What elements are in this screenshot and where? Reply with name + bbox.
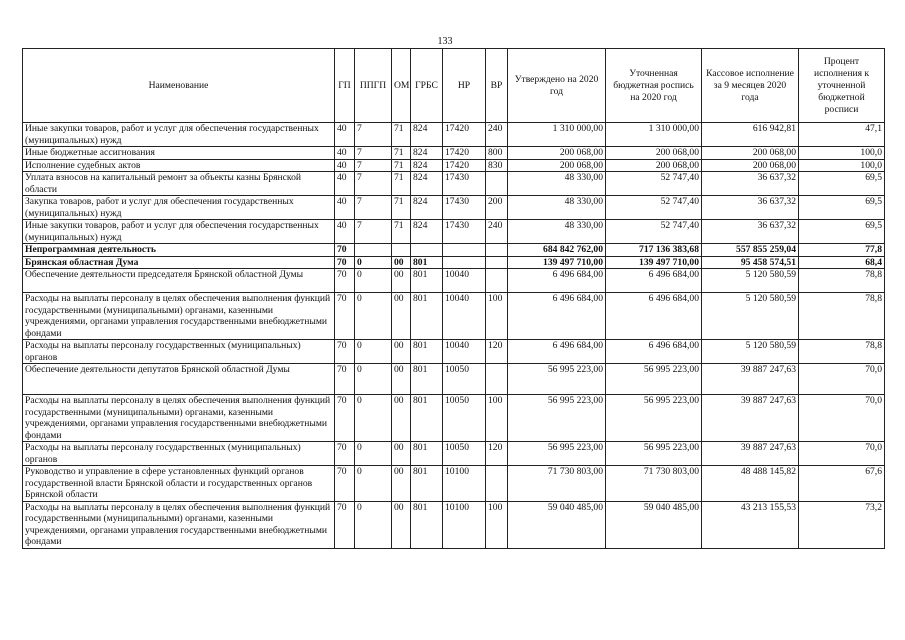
gp-cell: 40 xyxy=(335,196,355,220)
gp-cell: 70 xyxy=(335,256,355,269)
approved-cell: 59 040 485,00 xyxy=(508,501,606,548)
refined-cell: 71 730 803,00 xyxy=(606,466,702,502)
nr-cell: 17420 xyxy=(443,123,486,147)
ppgp-cell: 7 xyxy=(355,220,392,244)
nr-cell xyxy=(443,244,486,257)
grbs-cell: 801 xyxy=(411,501,443,548)
percent-cell: 73,2 xyxy=(799,501,885,548)
percent-cell: 77,8 xyxy=(799,244,885,257)
refined-cell: 56 995 223,00 xyxy=(606,395,702,442)
ppgp-cell xyxy=(355,244,392,257)
ppgp-cell: 0 xyxy=(355,395,392,442)
gp-cell: 70 xyxy=(335,442,355,466)
cash-cell: 200 068,00 xyxy=(702,159,799,172)
om-cell: 71 xyxy=(392,220,411,244)
refined-cell: 52 747,40 xyxy=(606,172,702,196)
row-name-cell: Расходы на выплаты персоналу в целях обеспечения выполнения функций государственными (муниципальными) органами, казенными учреждениями, органами управления государственными внебюджетными фондами xyxy=(23,501,335,548)
vr-cell: 240 xyxy=(486,220,508,244)
cash-cell: 43 213 155,53 xyxy=(702,501,799,548)
table-row xyxy=(23,123,885,147)
budget-execution-table xyxy=(22,48,885,549)
row-name-cell: Иные закупки товаров, работ и услуг для обеспечения государственных (муниципальных) нужд xyxy=(23,123,335,147)
grbs-cell: 801 xyxy=(411,340,443,364)
vr-cell: 100 xyxy=(486,501,508,548)
refined-cell: 59 040 485,00 xyxy=(606,501,702,548)
percent-cell: 47,1 xyxy=(799,123,885,147)
row-name-cell: Иные бюджетные ассигнования xyxy=(23,147,335,160)
table-row xyxy=(23,196,885,220)
grbs-cell: 801 xyxy=(411,395,443,442)
gp-cell: 70 xyxy=(335,244,355,257)
row-name-cell: Закупка товаров, работ и услуг для обеспечения государственных (муниципальных) нужд xyxy=(23,196,335,220)
om-cell: 71 xyxy=(392,147,411,160)
gp-cell: 70 xyxy=(335,501,355,548)
om-cell: 00 xyxy=(392,364,411,395)
nr-cell: 10050 xyxy=(443,442,486,466)
table-row xyxy=(23,147,885,160)
refined-cell: 6 496 684,00 xyxy=(606,340,702,364)
vr-cell xyxy=(486,256,508,269)
approved-cell: 56 995 223,00 xyxy=(508,442,606,466)
header-row xyxy=(23,49,885,123)
vr-cell: 800 xyxy=(486,147,508,160)
approved-cell: 48 330,00 xyxy=(508,196,606,220)
approved-cell: 71 730 803,00 xyxy=(508,466,606,502)
cash-cell: 36 637,32 xyxy=(702,196,799,220)
nr-cell: 10100 xyxy=(443,501,486,548)
table-row xyxy=(23,220,885,244)
nr-cell xyxy=(443,256,486,269)
ppgp-cell: 0 xyxy=(355,256,392,269)
table-row xyxy=(23,340,885,364)
col-header-vr: ВР xyxy=(486,49,508,123)
refined-cell: 56 995 223,00 xyxy=(606,442,702,466)
col-header-ppgp: ППГП xyxy=(355,49,392,123)
approved-cell: 6 496 684,00 xyxy=(508,340,606,364)
vr-cell xyxy=(486,364,508,395)
om-cell: 00 xyxy=(392,466,411,502)
table-row xyxy=(23,172,885,196)
cash-cell: 36 637,32 xyxy=(702,220,799,244)
table-row xyxy=(23,293,885,340)
percent-cell: 78,8 xyxy=(799,293,885,340)
refined-cell: 717 136 383,68 xyxy=(606,244,702,257)
cash-cell: 616 942,81 xyxy=(702,123,799,147)
percent-cell: 70,0 xyxy=(799,395,885,442)
gp-cell: 40 xyxy=(335,220,355,244)
row-name-cell: Расходы на выплаты персоналу в целях обеспечения выполнения функций государственными (муниципальными) органами, казенными учреждениями, органами управления государственными внебюджетными фондами xyxy=(23,395,335,442)
nr-cell: 17430 xyxy=(443,220,486,244)
row-name-cell: Уплата взносов на капитальный ремонт за объекты казны Брянской области xyxy=(23,172,335,196)
ppgp-cell: 0 xyxy=(355,364,392,395)
grbs-cell: 801 xyxy=(411,364,443,395)
ppgp-cell: 0 xyxy=(355,269,392,293)
nr-cell: 10050 xyxy=(443,395,486,442)
cash-cell: 5 120 580,59 xyxy=(702,293,799,340)
ppgp-cell: 0 xyxy=(355,340,392,364)
refined-cell: 52 747,40 xyxy=(606,220,702,244)
refined-cell: 6 496 684,00 xyxy=(606,269,702,293)
ppgp-cell: 0 xyxy=(355,293,392,340)
ppgp-cell: 7 xyxy=(355,123,392,147)
row-name-cell: Расходы на выплаты персоналу государственных (муниципальных) органов xyxy=(23,442,335,466)
col-header-refined: Уточненная бюджетная роспись на 2020 год xyxy=(606,49,702,123)
vr-cell xyxy=(486,244,508,257)
ppgp-cell: 0 xyxy=(355,466,392,502)
col-header-name: Наименование xyxy=(23,49,335,123)
cash-cell: 5 120 580,59 xyxy=(702,269,799,293)
om-cell xyxy=(392,244,411,257)
ppgp-cell: 7 xyxy=(355,196,392,220)
table-row xyxy=(23,244,885,257)
cash-cell: 36 637,32 xyxy=(702,172,799,196)
refined-cell: 200 068,00 xyxy=(606,159,702,172)
col-header-cash: Кассовое исполнение за 9 месяцев 2020 года xyxy=(702,49,799,123)
gp-cell: 70 xyxy=(335,364,355,395)
nr-cell: 10040 xyxy=(443,293,486,340)
refined-cell: 52 747,40 xyxy=(606,196,702,220)
percent-cell: 70,0 xyxy=(799,442,885,466)
nr-cell: 17430 xyxy=(443,172,486,196)
om-cell: 71 xyxy=(392,196,411,220)
cash-cell: 39 887 247,63 xyxy=(702,364,799,395)
grbs-cell: 801 xyxy=(411,269,443,293)
gp-cell: 70 xyxy=(335,466,355,502)
col-header-nr: НР xyxy=(443,49,486,123)
grbs-cell: 824 xyxy=(411,123,443,147)
nr-cell: 10100 xyxy=(443,466,486,502)
percent-cell: 69,5 xyxy=(799,220,885,244)
row-name-cell: Исполнение судебных актов xyxy=(23,159,335,172)
vr-cell: 200 xyxy=(486,196,508,220)
grbs-cell: 801 xyxy=(411,256,443,269)
vr-cell: 100 xyxy=(486,293,508,340)
grbs-cell: 801 xyxy=(411,466,443,502)
ppgp-cell: 7 xyxy=(355,172,392,196)
refined-cell: 6 496 684,00 xyxy=(606,293,702,340)
col-header-gp: ГП xyxy=(335,49,355,123)
grbs-cell: 801 xyxy=(411,293,443,340)
grbs-cell xyxy=(411,244,443,257)
nr-cell: 17420 xyxy=(443,159,486,172)
approved-cell: 1 310 000,00 xyxy=(508,123,606,147)
om-cell: 00 xyxy=(392,501,411,548)
table-row xyxy=(23,501,885,548)
ppgp-cell: 0 xyxy=(355,501,392,548)
percent-cell: 68,4 xyxy=(799,256,885,269)
vr-cell xyxy=(486,269,508,293)
vr-cell: 120 xyxy=(486,442,508,466)
col-header-approved: Утверждено на 2020 год xyxy=(508,49,606,123)
approved-cell: 684 842 762,00 xyxy=(508,244,606,257)
nr-cell: 10040 xyxy=(443,269,486,293)
om-cell: 71 xyxy=(392,159,411,172)
percent-cell: 67,6 xyxy=(799,466,885,502)
gp-cell: 70 xyxy=(335,269,355,293)
approved-cell: 200 068,00 xyxy=(508,159,606,172)
vr-cell: 830 xyxy=(486,159,508,172)
row-name-cell: Иные закупки товаров, работ и услуг для обеспечения государственных (муниципальных) нужд xyxy=(23,220,335,244)
refined-cell: 139 497 710,00 xyxy=(606,256,702,269)
col-header-grbs: ГРБС xyxy=(411,49,443,123)
refined-cell: 1 310 000,00 xyxy=(606,123,702,147)
table-row xyxy=(23,442,885,466)
cash-cell: 200 068,00 xyxy=(702,147,799,160)
col-header-om: ОМ xyxy=(392,49,411,123)
grbs-cell: 824 xyxy=(411,220,443,244)
percent-cell: 69,5 xyxy=(799,196,885,220)
om-cell: 00 xyxy=(392,395,411,442)
vr-cell: 120 xyxy=(486,340,508,364)
om-cell: 71 xyxy=(392,123,411,147)
approved-cell: 48 330,00 xyxy=(508,220,606,244)
vr-cell: 100 xyxy=(486,395,508,442)
nr-cell: 10050 xyxy=(443,364,486,395)
cash-cell: 39 887 247,63 xyxy=(702,442,799,466)
gp-cell: 40 xyxy=(335,172,355,196)
approved-cell: 200 068,00 xyxy=(508,147,606,160)
refined-cell: 56 995 223,00 xyxy=(606,364,702,395)
om-cell: 00 xyxy=(392,442,411,466)
cash-cell: 5 120 580,59 xyxy=(702,340,799,364)
approved-cell: 48 330,00 xyxy=(508,172,606,196)
ppgp-cell: 7 xyxy=(355,147,392,160)
percent-cell: 100,0 xyxy=(799,147,885,160)
nr-cell: 17420 xyxy=(443,147,486,160)
cash-cell: 39 887 247,63 xyxy=(702,395,799,442)
om-cell: 00 xyxy=(392,340,411,364)
grbs-cell: 824 xyxy=(411,159,443,172)
table-body xyxy=(23,123,885,549)
percent-cell: 78,8 xyxy=(799,340,885,364)
om-cell: 00 xyxy=(392,293,411,340)
om-cell: 00 xyxy=(392,269,411,293)
gp-cell: 70 xyxy=(335,395,355,442)
om-cell: 00 xyxy=(392,256,411,269)
table-row xyxy=(23,466,885,502)
approved-cell: 56 995 223,00 xyxy=(508,364,606,395)
table-row xyxy=(23,269,885,293)
gp-cell: 40 xyxy=(335,147,355,160)
percent-cell: 70,0 xyxy=(799,364,885,395)
row-name-cell: Непрограммная деятельность xyxy=(23,244,335,257)
grbs-cell: 824 xyxy=(411,172,443,196)
gp-cell: 70 xyxy=(335,293,355,340)
approved-cell: 6 496 684,00 xyxy=(508,269,606,293)
ppgp-cell: 7 xyxy=(355,159,392,172)
percent-cell: 69,5 xyxy=(799,172,885,196)
om-cell: 71 xyxy=(392,172,411,196)
gp-cell: 40 xyxy=(335,123,355,147)
cash-cell: 48 488 145,82 xyxy=(702,466,799,502)
page-number: 133 xyxy=(437,36,453,47)
gp-cell: 70 xyxy=(335,340,355,364)
approved-cell: 6 496 684,00 xyxy=(508,293,606,340)
row-name-cell: Расходы на выплаты персоналу государственных (муниципальных) органов xyxy=(23,340,335,364)
table-row xyxy=(23,395,885,442)
table-row xyxy=(23,364,885,395)
grbs-cell: 824 xyxy=(411,196,443,220)
row-name-cell: Обеспечение деятельности депутатов Брянской областной Думы xyxy=(23,364,335,395)
cash-cell: 95 458 574,51 xyxy=(702,256,799,269)
col-header-percent: Процент исполнения к уточненной бюджетной росписи xyxy=(799,49,885,123)
gp-cell: 40 xyxy=(335,159,355,172)
ppgp-cell: 0 xyxy=(355,442,392,466)
cash-cell: 557 855 259,04 xyxy=(702,244,799,257)
approved-cell: 56 995 223,00 xyxy=(508,395,606,442)
table-row xyxy=(23,159,885,172)
nr-cell: 10040 xyxy=(443,340,486,364)
grbs-cell: 824 xyxy=(411,147,443,160)
approved-cell: 139 497 710,00 xyxy=(508,256,606,269)
grbs-cell: 801 xyxy=(411,442,443,466)
row-name-cell: Расходы на выплаты персоналу в целях обеспечения выполнения функций государственными (муниципальными) органами, казенными учреждениями, органами управления государственными внебюджетными фондами xyxy=(23,293,335,340)
row-name-cell: Брянская областная Дума xyxy=(23,256,335,269)
refined-cell: 200 068,00 xyxy=(606,147,702,160)
row-name-cell: Руководство и управление в сфере установленных функций органов государственной власти Брянской области и государственных органов Брянской области xyxy=(23,466,335,502)
percent-cell: 100,0 xyxy=(799,159,885,172)
nr-cell: 17430 xyxy=(443,196,486,220)
vr-cell: 240 xyxy=(486,123,508,147)
vr-cell xyxy=(486,466,508,502)
table-row xyxy=(23,256,885,269)
percent-cell: 78,8 xyxy=(799,269,885,293)
row-name-cell: Обеспечение деятельности председателя Брянской областной Думы xyxy=(23,269,335,293)
vr-cell xyxy=(486,172,508,196)
